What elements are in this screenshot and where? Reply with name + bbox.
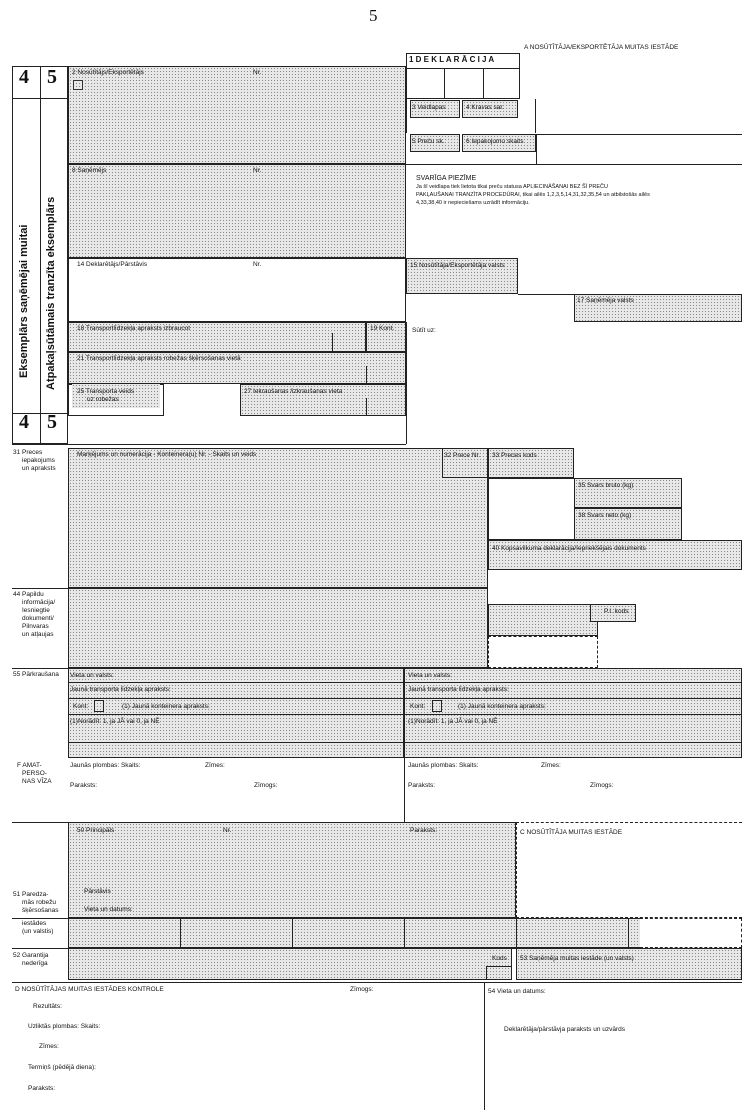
box-d-stamp: Zīmogs: bbox=[350, 986, 374, 993]
declaration-box bbox=[406, 53, 520, 99]
box-31-label-b: iepakojums bbox=[22, 457, 55, 464]
box-25-label-b: uz robežas bbox=[87, 396, 119, 403]
box-27-label: 27 Iekraušanas /izkraušanas vieta bbox=[244, 388, 343, 395]
copy-number-bottom-right: 5 bbox=[47, 411, 57, 433]
right-signature: Paraksts: bbox=[408, 782, 436, 789]
box-17-label: 17 Saņēmēja valsts bbox=[577, 297, 634, 304]
box-38-label: 38 Svars neto (kg) bbox=[578, 512, 632, 519]
box-25-label-a: 25 Transporta veids bbox=[77, 388, 135, 395]
pi-code-label: P.I. kods bbox=[604, 608, 629, 615]
box-21-label: 21 Transportlīdzekļa apraksts robežas šķērsošanas vietā bbox=[77, 355, 241, 362]
box-f-label-a: F AMAT- bbox=[17, 762, 42, 769]
box-55-label: 55 Pārkraušana bbox=[13, 671, 59, 678]
box-44-label-c: Iesniegtie bbox=[22, 607, 50, 614]
box-3-label: 3 Veidlapas bbox=[412, 104, 446, 111]
box-2-nr: Nr. bbox=[253, 69, 262, 76]
box-d-result: Rezultāts: bbox=[33, 1003, 62, 1010]
left-marks: Zīmes: bbox=[205, 762, 225, 769]
box-19-label: 19 Kont. bbox=[370, 325, 395, 332]
box-54-label: 54 Vieta un datums: bbox=[488, 988, 546, 995]
left-stamp: Zīmogs: bbox=[254, 782, 278, 789]
side-label-b: Atpakaļsūtāmais tranzīta eksemplārs bbox=[45, 196, 57, 390]
right-marks: Zīmes: bbox=[541, 762, 561, 769]
left-note: (1)Norādīt: 1, ja JĀ vai 0, ja NĒ bbox=[70, 718, 160, 725]
box-33-label: 33 Preces kods bbox=[492, 452, 537, 459]
box-31-label-a: 31 Preces bbox=[13, 449, 43, 456]
declaration-title: 1 D E K L A R Ā C I J A bbox=[409, 55, 495, 64]
box-f-label-b: PERSO- bbox=[22, 770, 47, 777]
box-d-signature: Paraksts: bbox=[28, 1085, 56, 1092]
box-44-label-b: informācija/ bbox=[22, 599, 56, 606]
box-52-code: Kods bbox=[492, 955, 507, 962]
box-15-label: 15 Nosūtītāja/Eksportētāja valsts bbox=[410, 262, 505, 269]
box-5-label: 5 Preču sk. bbox=[412, 138, 445, 145]
side-label-a: Eksemplārs saņēmējai muitai bbox=[18, 224, 30, 378]
box-8-consignee bbox=[68, 164, 406, 258]
box-44-info bbox=[68, 588, 488, 668]
box-8-label: 8 Saņēmējs bbox=[72, 167, 107, 174]
box-35-label: 35 Svars bruto (kg) bbox=[578, 482, 634, 489]
right-stamp: Zīmogs: bbox=[590, 782, 614, 789]
box-52-label-a: 52 Garantija bbox=[13, 952, 49, 959]
box-50-label: 50 Principāls bbox=[77, 827, 115, 834]
copy-number-top-right: 5 bbox=[47, 66, 57, 88]
box-51-label-a: 51 Paredza- bbox=[13, 891, 49, 898]
right-new-container: (1) Jaunā konteinera apraksts: bbox=[458, 703, 546, 710]
box-2-consignor bbox=[68, 66, 406, 164]
box-d-deadline: Termiņš (pēdējā diena): bbox=[28, 1064, 96, 1071]
box-44-label-f: un atļaujas bbox=[22, 631, 54, 638]
box-52-guarantee bbox=[68, 948, 512, 980]
box-54-declarant-sig: Deklarētāja/pārstāvja paraksts un uzvārds bbox=[504, 1026, 626, 1033]
box-d-label: D NOSŪTĪTĀJAS MUITAS IESTĀDES KONTROLE bbox=[15, 986, 164, 993]
box-c-label: C NOSŪTĪTĀJA MUITAS IESTĀDE bbox=[520, 829, 623, 836]
box-18-label: 18 Transportlīdzekļa apraksts izbraucot bbox=[77, 325, 191, 332]
left-seals: Jaunās plombas: Skaits: bbox=[70, 762, 141, 769]
left-new-transport: Jaunā transporta līdzekļa apraksts: bbox=[70, 686, 171, 693]
box-31-header: Marķējums un numerācija - Konteinera(u) Nr. - Skaits un veids bbox=[77, 451, 257, 458]
sutit-uz: Sūtīt uz: bbox=[412, 327, 436, 334]
box-4-label: 4 Kravas sar. bbox=[466, 104, 504, 111]
left-signature: Paraksts: bbox=[70, 782, 98, 789]
box-52-label-b: nederīga bbox=[22, 960, 48, 967]
box-51-label-c: šķērsošanas bbox=[22, 907, 59, 914]
box-44-label-a: 44 Papildu bbox=[13, 591, 44, 598]
notice-line-2: PAKĻAUŠANAI TRANZĪTA PROCEDŪRAI, tikai ailēs 1,2,3,5,14,31,32,35,54 un atbilstošās ailēs bbox=[416, 192, 650, 198]
right-seals: Jaunās plombas: Skaits: bbox=[408, 762, 479, 769]
box-14-nr: Nr. bbox=[253, 261, 262, 268]
box-53-label: 53 Saņēmēja muitas iestāde (un valsts) bbox=[520, 955, 634, 962]
box-51-label-b: mās robežu bbox=[22, 899, 56, 906]
box-31-label-c: un apraksts bbox=[22, 465, 56, 472]
notice-line-1: Ja šī veidlapa tiek lietota tikai preču statusa APLIECINĀŠANAI BEZ ŠĪ PREČU bbox=[416, 184, 608, 190]
copy-number-top-left: 4 bbox=[19, 66, 29, 88]
box-50-place-date: Vieta un datums: bbox=[84, 906, 133, 913]
right-note: (1)Norādīt: 1, ja JĀ vai 0, ja NĒ bbox=[408, 718, 498, 725]
box-50-signature: Paraksts: bbox=[410, 827, 438, 834]
right-new-transport: Jaunā transporta līdzekļa apraksts: bbox=[408, 686, 509, 693]
notice-title: SVARĪGA PIEZĪME bbox=[416, 175, 477, 182]
box-51-label-e: (un valstis) bbox=[22, 928, 54, 935]
box-44-right bbox=[488, 604, 598, 636]
box-d-seals: Uzliktās plombas: Skaits: bbox=[28, 1023, 101, 1030]
box-40-label: 40 Kopsavilkuma deklarācija/Iepriekšējais dokuments bbox=[492, 545, 646, 552]
box-53 bbox=[516, 948, 742, 980]
box-44-label-e: Pilnvaras bbox=[22, 623, 49, 630]
copy-number-bottom-left: 4 bbox=[19, 411, 29, 433]
box-d-marks: Zīmes: bbox=[39, 1043, 59, 1050]
notice-line-3: 4,33,38,40 ir nepieciešams uzrādīt informāciju. bbox=[416, 200, 530, 206]
box-f-label-c: NAS VĪZA bbox=[22, 778, 52, 785]
right-place-country: Vieta un valsts: bbox=[408, 672, 452, 679]
box-44-label-d: dokumenti/ bbox=[22, 615, 54, 622]
box-8-nr: Nr. bbox=[253, 167, 262, 174]
left-place-country: Vieta un valsts: bbox=[70, 672, 114, 679]
box-50-principal bbox=[68, 822, 516, 918]
left-new-container: (1) Jaunā konteinera apraksts: bbox=[122, 703, 210, 710]
left-kont: Kont: bbox=[73, 703, 89, 710]
box-a-label: A NOSŪTĪTĀJA/EKSPORTĒTĀJA MUITAS IESTĀDE bbox=[524, 44, 679, 51]
box-31-goods bbox=[68, 448, 488, 588]
box-2-label: 2 Nosūtītājs/Eksportētājs bbox=[72, 69, 144, 76]
box-51-label-d: iestādes bbox=[22, 920, 47, 927]
page-number: 5 bbox=[369, 6, 378, 25]
box-50-representative: Pārstāvis bbox=[84, 888, 111, 895]
box-6-label: 6 Iepakojumu skaits bbox=[466, 138, 524, 145]
right-kont: Kont: bbox=[410, 703, 426, 710]
box-32-label: 32 Prece Nr. bbox=[444, 452, 481, 459]
box-14-label: 14 Deklarētājs/Pārstāvis bbox=[77, 261, 148, 268]
box-50-nr: Nr. bbox=[223, 827, 232, 834]
